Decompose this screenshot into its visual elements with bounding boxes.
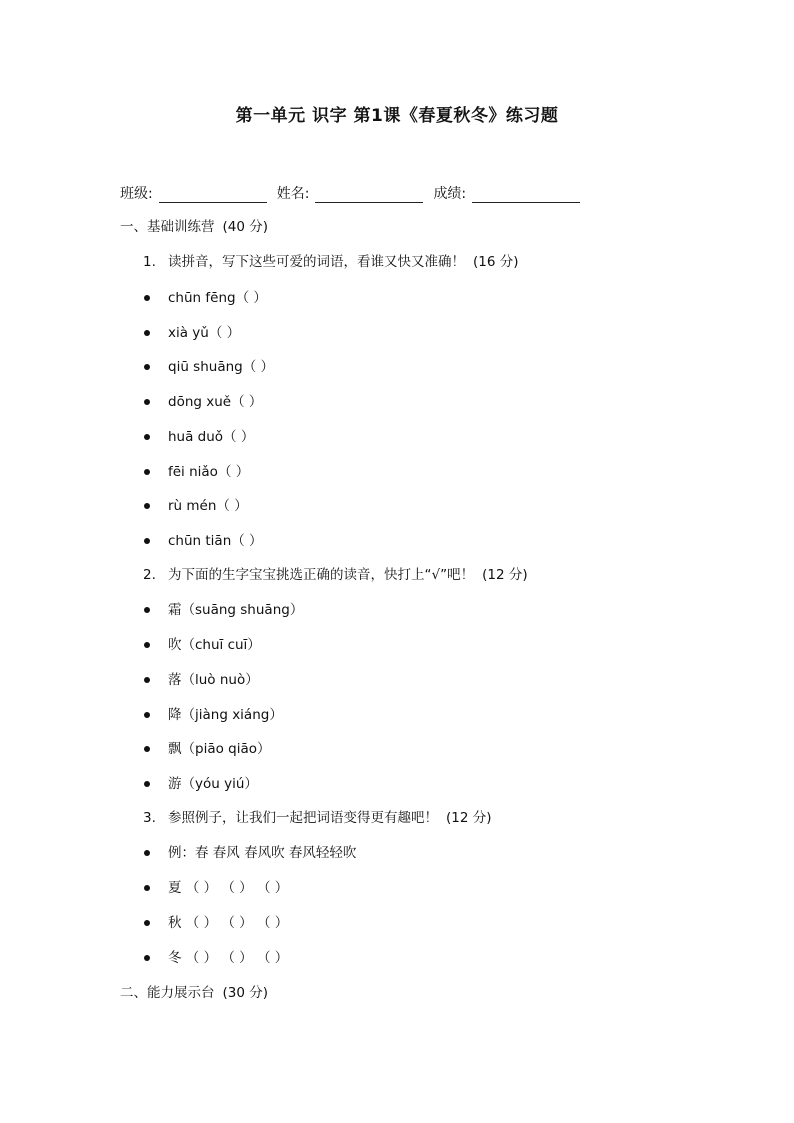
list-item: fēi niǎo（ ） (168, 464, 250, 480)
name-field (277, 183, 424, 203)
list-item: 秋 （ ） （ ） （ ） (168, 915, 289, 931)
score-field (433, 183, 580, 203)
section-1-heading (120, 218, 268, 236)
list-item: chūn tiān（ ） (168, 533, 263, 549)
list-item: qiū shuāng（ ） (168, 359, 275, 375)
score-label: 成绩: (433, 186, 467, 202)
question-1-text (168, 253, 519, 271)
list-item: rù mén（ ） (168, 498, 248, 514)
bullet-dot (144, 781, 150, 787)
list-item: dōng xuě（ ） (168, 394, 263, 410)
student-info-row (120, 183, 590, 203)
name-label: 姓名: (276, 186, 310, 202)
list-item: 降（jiàng xiáng） (168, 707, 283, 723)
list-item: 飘（piāo qiāo） (168, 741, 271, 757)
bullet-dot (144, 850, 150, 856)
name-blank[interactable] (315, 188, 423, 203)
question-3-points: (12 分) (446, 810, 492, 826)
bullet-dot (144, 955, 150, 961)
section-2-title: 二、能力展示台 (120, 985, 215, 1001)
worksheet-title: 第一单元 识字 第1课《春夏秋冬》练习题 (235, 106, 559, 126)
bullet-dot (144, 399, 150, 405)
bullet-dot (144, 434, 150, 440)
bullet-dot (144, 295, 150, 301)
list-item: 游（yóu yiú） (168, 776, 258, 792)
bullet-dot (144, 677, 150, 683)
score-blank[interactable] (472, 188, 580, 203)
list-item: 落（luò nuò） (168, 672, 259, 688)
bullet-dot (144, 538, 150, 544)
bullet-dot (144, 364, 150, 370)
bullet-dot (144, 503, 150, 509)
bullet-dot (144, 330, 150, 336)
question-2-points: (12 分) (482, 567, 528, 583)
bullet-dot (144, 712, 150, 718)
class-blank[interactable] (159, 188, 267, 203)
list-item: chūn fēng（ ） (168, 290, 267, 306)
section-2-points: (30 分) (222, 985, 269, 1001)
question-1-points: (16 分) (473, 254, 519, 270)
list-item: 吹（chuī cuī） (168, 637, 261, 653)
class-field (120, 183, 267, 203)
bullet-dot (144, 642, 150, 648)
class-label: 班级: (120, 186, 153, 202)
bullet-dot (144, 607, 150, 613)
question-2-prompt: 为下面的生字宝宝挑选正确的读音，快打上“√”吧！ (168, 567, 475, 583)
question-3-text (168, 809, 492, 827)
bullet-dot (144, 469, 150, 475)
question-2-text (168, 566, 528, 584)
bullet-dot (144, 885, 150, 891)
list-item: 夏 （ ） （ ） （ ） (168, 880, 289, 896)
section-1-points: (40 分) (222, 219, 269, 235)
question-1-number: 1. (143, 254, 156, 270)
question-1-prompt: 读拼音，写下这些可爱的词语，看谁又快又准确！ (168, 254, 465, 270)
list-item: 冬 （ ） （ ） （ ） (168, 950, 289, 966)
question-3-number: 3. (143, 810, 156, 826)
section-1-title: 一、基础训练营 (120, 219, 215, 235)
section-2-heading (120, 984, 268, 1002)
bullet-dot (144, 746, 150, 752)
list-item: 霜（suāng shuāng） (168, 602, 304, 618)
question-2-number: 2. (143, 567, 156, 583)
example-item: 例：春 春风 春风吹 春风轻轻吹 (168, 845, 357, 861)
list-item: xià yǔ（ ） (168, 325, 241, 341)
list-item: huā duǒ（ ） (168, 429, 255, 445)
question-3-prompt: 参照例子，让我们一起把词语变得更有趣吧！ (168, 810, 438, 826)
bullet-dot (144, 920, 150, 926)
